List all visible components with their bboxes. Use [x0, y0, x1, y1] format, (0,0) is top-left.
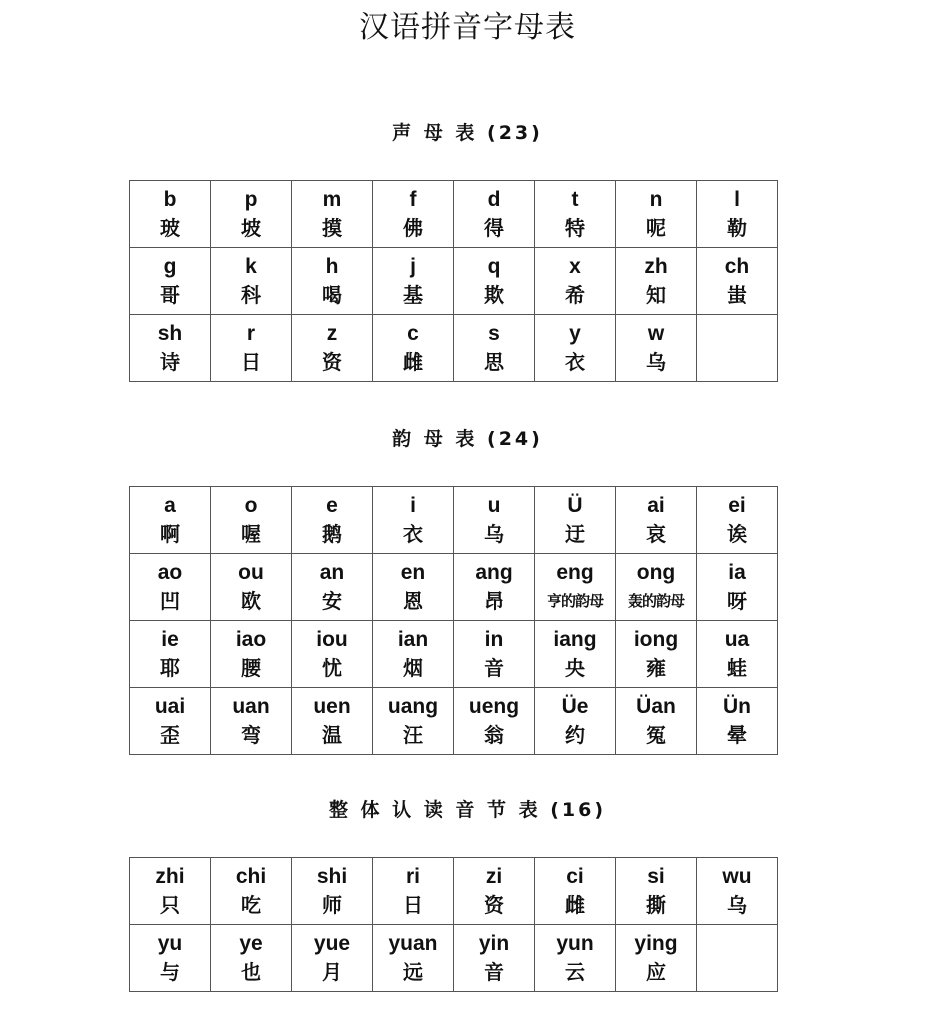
- table-cell: [130, 554, 211, 621]
- hanzi-example: 忧: [322, 656, 342, 680]
- hanzi-example: 呢: [646, 216, 666, 240]
- table-cell: [454, 554, 535, 621]
- table-cell: [616, 858, 697, 925]
- pinyin-label: x: [569, 255, 581, 278]
- table-cell: [292, 858, 373, 925]
- pinyin-label: an: [319, 561, 345, 584]
- pinyin-label: ei: [728, 494, 746, 517]
- hanzi-example: 只: [160, 893, 180, 917]
- pinyin-label: s: [488, 322, 500, 345]
- hanzi-example: 蚩: [727, 283, 747, 307]
- hanzi-example: 资: [322, 350, 342, 374]
- table-cell: [211, 688, 292, 755]
- pinyin-label: ai: [647, 494, 665, 517]
- pinyin-label: ri: [405, 865, 420, 888]
- table-cell: [535, 554, 616, 621]
- hanzi-example: 喝: [322, 283, 342, 307]
- whole-syllables-table: [129, 857, 778, 992]
- pinyin-label: sh: [157, 322, 183, 345]
- hanzi-example: 呀: [727, 589, 747, 613]
- hanzi-example: 亨的韵母: [546, 592, 603, 610]
- hanzi-example: 吃: [241, 893, 261, 917]
- hanzi-example: 诗: [160, 350, 180, 374]
- page-title: 汉语拼音字母表: [359, 10, 576, 45]
- table-cell: [454, 315, 535, 382]
- hanzi-example: 衣: [565, 350, 585, 374]
- hanzi-example: 蛙: [727, 656, 747, 680]
- pinyin-label: ci: [566, 865, 584, 888]
- pinyin-label: yin: [478, 932, 510, 955]
- pinyin-label: w: [647, 322, 665, 345]
- hanzi-example: 师: [322, 893, 342, 917]
- pinyin-label: yue: [313, 932, 351, 955]
- hanzi-example: 诶: [727, 522, 747, 546]
- hanzi-example: 希: [565, 283, 585, 307]
- table-cell: [616, 621, 697, 688]
- pinyin-label: ang: [475, 561, 513, 584]
- hanzi-example: 日: [403, 893, 423, 917]
- pinyin-label: y: [569, 322, 581, 345]
- hanzi-example: 乌: [484, 522, 504, 546]
- hanzi-example: 鹅: [322, 522, 342, 546]
- table-cell: [454, 925, 535, 992]
- table-cell: [535, 688, 616, 755]
- table-cell: [616, 688, 697, 755]
- table-cell: [211, 181, 292, 248]
- table-row: [130, 621, 778, 688]
- table-row: [130, 487, 778, 554]
- pinyin-label: a: [164, 494, 176, 517]
- hanzi-example: 与: [160, 960, 180, 984]
- pinyin-label: uan: [232, 695, 270, 718]
- hanzi-example: 恩: [403, 589, 423, 613]
- pinyin-label: ying: [634, 932, 678, 955]
- table-cell: [292, 181, 373, 248]
- table-cell: [373, 688, 454, 755]
- table-cell: [211, 248, 292, 315]
- table-row: [130, 248, 778, 315]
- hanzi-example: 佛: [403, 216, 423, 240]
- table-cell: [616, 925, 697, 992]
- table-cell: [130, 181, 211, 248]
- table-cell: [292, 554, 373, 621]
- hanzi-example: 特: [565, 216, 585, 240]
- hanzi-example: 音: [484, 656, 504, 680]
- hanzi-example: 汪: [403, 723, 423, 747]
- pinyin-label: uang: [387, 695, 439, 718]
- hanzi-example: 欧: [241, 589, 261, 613]
- whole-syllables-heading: 整 体 认 读 音 节 表 (16): [328, 799, 607, 821]
- table-cell: [697, 248, 778, 315]
- table-cell: [211, 487, 292, 554]
- table-cell: [211, 554, 292, 621]
- table-cell: [535, 858, 616, 925]
- table-cell: [373, 858, 454, 925]
- hanzi-example: 约: [565, 723, 585, 747]
- table-cell: [697, 621, 778, 688]
- table-cell: [454, 487, 535, 554]
- pinyin-label: k: [245, 255, 257, 278]
- hanzi-example: 翁: [484, 723, 504, 747]
- hanzi-example: 腰: [241, 656, 261, 680]
- pinyin-label: u: [487, 494, 501, 517]
- pinyin-label: Üan: [636, 695, 676, 718]
- hanzi-example: 撕: [646, 893, 666, 917]
- table-cell: [454, 858, 535, 925]
- table-cell: [292, 487, 373, 554]
- table-cell: [292, 688, 373, 755]
- pinyin-label: ua: [724, 628, 750, 651]
- pinyin-label: zhi: [155, 865, 185, 888]
- initials-heading: 声 母 表 (23): [392, 122, 543, 144]
- pinyin-label: zh: [644, 255, 668, 278]
- table-cell: [373, 248, 454, 315]
- table-cell: [130, 315, 211, 382]
- table-cell: [373, 315, 454, 382]
- hanzi-example: 欺: [484, 283, 504, 307]
- hanzi-example: 迂: [565, 522, 585, 546]
- table-cell: [535, 248, 616, 315]
- pinyin-label: iao: [235, 628, 267, 651]
- table-cell: [211, 621, 292, 688]
- table-cell: [130, 487, 211, 554]
- table-row: [130, 315, 778, 382]
- table-cell: [697, 181, 778, 248]
- pinyin-label: zi: [485, 865, 503, 888]
- pinyin-label: uen: [313, 695, 351, 718]
- table-cell: [697, 554, 778, 621]
- finals-heading: 韵 母 表 (24): [392, 428, 543, 450]
- pinyin-label: en: [400, 561, 426, 584]
- table-cell: [130, 688, 211, 755]
- pinyin-label: eng: [556, 561, 594, 584]
- hanzi-example: 思: [484, 350, 504, 374]
- table-cell: [292, 925, 373, 992]
- pinyin-label: ye: [239, 932, 263, 955]
- pinyin-label: j: [410, 255, 416, 278]
- pinyin-label: ian: [397, 628, 429, 651]
- hanzi-example: 乌: [727, 893, 747, 917]
- hanzi-example: 基: [403, 283, 423, 307]
- hanzi-example: 玻: [160, 216, 180, 240]
- hanzi-example: 日: [241, 350, 261, 374]
- table-cell: [454, 621, 535, 688]
- hanzi-example: 央: [565, 656, 585, 680]
- pinyin-label: d: [487, 188, 501, 211]
- table-cell: [292, 621, 373, 688]
- initials-table: [129, 180, 778, 382]
- pinyin-label: m: [322, 188, 342, 211]
- hanzi-example: 哀: [646, 522, 666, 546]
- table-cell: [616, 487, 697, 554]
- pinyin-label: uai: [154, 695, 186, 718]
- table-cell: [373, 621, 454, 688]
- hanzi-example: 哥: [160, 283, 180, 307]
- table-cell: [211, 858, 292, 925]
- table-cell: [211, 925, 292, 992]
- hanzi-example: 轰的韵母: [627, 592, 684, 610]
- pinyin-label: ch: [724, 255, 750, 278]
- pinyin-label: iong: [633, 628, 679, 651]
- pinyin-label: Ü: [567, 494, 583, 517]
- hanzi-example: 知: [646, 283, 666, 307]
- pinyin-label: t: [571, 188, 579, 211]
- pinyin-label: iang: [553, 628, 597, 651]
- table-cell: [616, 248, 697, 315]
- pinyin-label: yuan: [388, 932, 438, 955]
- pinyin-label: p: [244, 188, 258, 211]
- pinyin-label: r: [246, 322, 256, 345]
- table-row: [130, 181, 778, 248]
- table-cell: [130, 248, 211, 315]
- hanzi-example: 喔: [241, 522, 261, 546]
- hanzi-example: 资: [484, 893, 504, 917]
- pinyin-label: e: [326, 494, 338, 517]
- hanzi-example: 远: [403, 960, 423, 984]
- hanzi-example: 烟: [403, 656, 423, 680]
- table-cell: [535, 621, 616, 688]
- pinyin-label: q: [487, 255, 501, 278]
- table-cell: [130, 621, 211, 688]
- pinyin-label: yu: [157, 932, 183, 955]
- hanzi-example: 衣: [403, 522, 423, 546]
- table-row: [130, 688, 778, 755]
- table-cell: [697, 315, 778, 382]
- table-cell: [454, 181, 535, 248]
- hanzi-example: 音: [484, 960, 504, 984]
- hanzi-example: 雍: [646, 656, 666, 680]
- pinyin-label: in: [484, 628, 504, 651]
- hanzi-example: 得: [484, 216, 504, 240]
- pinyin-label: f: [409, 188, 417, 211]
- table-cell: [211, 315, 292, 382]
- hanzi-example: 科: [241, 283, 261, 307]
- pinyin-label: ong: [636, 561, 676, 584]
- hanzi-example: 昂: [484, 589, 504, 613]
- table-cell: [373, 554, 454, 621]
- pinyin-label: wu: [722, 865, 752, 888]
- hanzi-example: 月: [322, 960, 342, 984]
- table-cell: [697, 487, 778, 554]
- hanzi-example: 耶: [160, 656, 180, 680]
- hanzi-example: 应: [646, 960, 666, 984]
- hanzi-example: 啊: [160, 522, 180, 546]
- table-cell: [535, 925, 616, 992]
- table-cell: [373, 925, 454, 992]
- table-cell: [535, 181, 616, 248]
- table-cell: [373, 181, 454, 248]
- table-cell: [454, 248, 535, 315]
- table-cell: [292, 248, 373, 315]
- hanzi-example: 弯: [241, 723, 261, 747]
- pinyin-label: ie: [161, 628, 179, 651]
- pinyin-label: si: [647, 865, 665, 888]
- pinyin-label: chi: [235, 865, 267, 888]
- table-cell: [535, 315, 616, 382]
- pinyin-label: o: [244, 494, 258, 517]
- table-row: [130, 554, 778, 621]
- table-row: [130, 858, 778, 925]
- table-cell: [535, 487, 616, 554]
- pinyin-label: ou: [238, 561, 264, 584]
- table-cell: [373, 487, 454, 554]
- hanzi-example: 冤: [646, 723, 666, 747]
- table-cell: [454, 688, 535, 755]
- table-cell: [697, 925, 778, 992]
- table-cell: [616, 315, 697, 382]
- pinyin-label: l: [734, 188, 740, 211]
- table-cell: [130, 925, 211, 992]
- pinyin-label: shi: [316, 865, 348, 888]
- hanzi-example: 雌: [403, 350, 423, 374]
- table-cell: [697, 858, 778, 925]
- table-row: [130, 925, 778, 992]
- pinyin-label: Ün: [723, 695, 751, 718]
- pinyin-label: Üe: [561, 695, 589, 718]
- hanzi-example: 勒: [727, 216, 747, 240]
- hanzi-example: 歪: [160, 723, 180, 747]
- table-cell: [616, 181, 697, 248]
- pinyin-label: g: [163, 255, 177, 278]
- table-cell: [292, 315, 373, 382]
- pinyin-label: ao: [157, 561, 183, 584]
- hanzi-example: 晕: [727, 723, 747, 747]
- table-cell: [130, 858, 211, 925]
- pinyin-label: ueng: [468, 695, 520, 718]
- hanzi-example: 云: [565, 960, 585, 984]
- hanzi-example: 乌: [646, 350, 666, 374]
- pinyin-label: h: [325, 255, 339, 278]
- pinyin-label: ia: [728, 561, 746, 584]
- pinyin-label: b: [163, 188, 177, 211]
- pinyin-label: c: [407, 322, 419, 345]
- hanzi-example: 温: [322, 723, 342, 747]
- pinyin-label: i: [410, 494, 416, 517]
- table-cell: [616, 554, 697, 621]
- hanzi-example: 凹: [160, 589, 180, 613]
- pinyin-label: iou: [316, 628, 348, 651]
- hanzi-example: 也: [241, 960, 261, 984]
- hanzi-example: 坡: [241, 216, 261, 240]
- pinyin-label: yun: [556, 932, 594, 955]
- pinyin-label: z: [326, 322, 338, 345]
- table-cell: [697, 688, 778, 755]
- pinyin-label: n: [649, 188, 663, 211]
- finals-table: [129, 486, 778, 755]
- hanzi-example: 安: [322, 589, 342, 613]
- hanzi-example: 摸: [322, 216, 342, 240]
- hanzi-example: 雌: [565, 893, 585, 917]
